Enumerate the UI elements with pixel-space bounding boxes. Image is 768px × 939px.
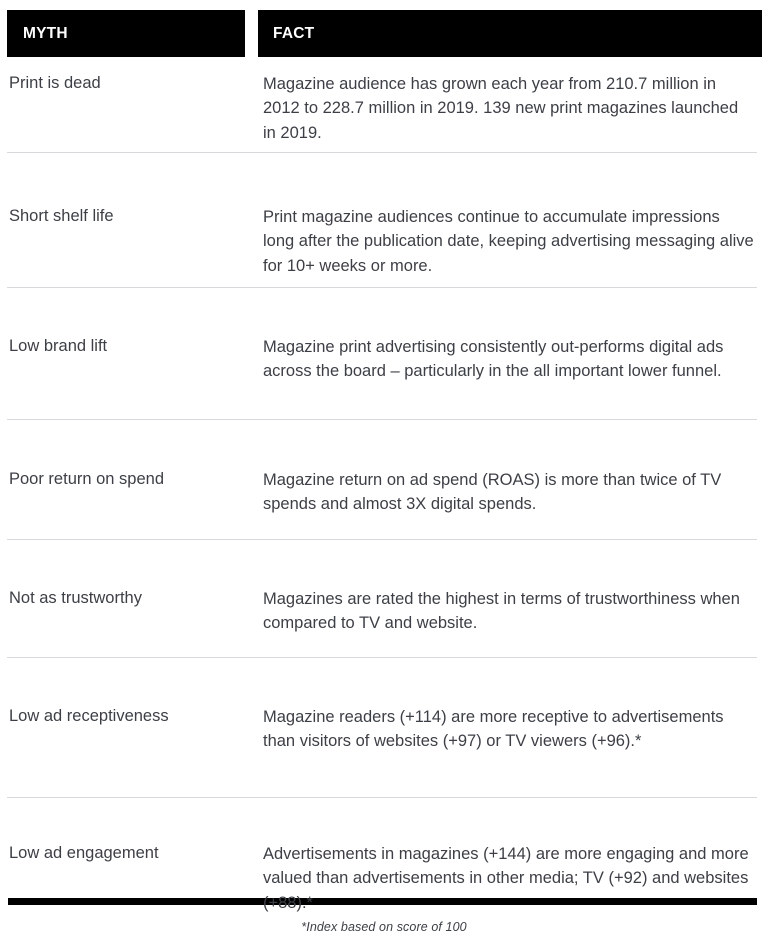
fact-text: Magazine audience has grown each year from 210.7 million in 2012 to 228.7 million in 2019. 139 new print magazines launched in 2019. xyxy=(263,75,739,142)
column-header-fact xyxy=(258,10,762,57)
fact-text: Magazine return on ad spend (ROAS) is more than twice of TV spends and almost 3X digital spends. xyxy=(263,471,722,514)
table-cell-fact xyxy=(263,587,757,636)
myth-text: Short shelf life xyxy=(9,207,114,225)
fact-text: Magazine readers (+114) are more receptive to advertisements than visitors of websites (+97) or TV viewers (+96).* xyxy=(263,708,724,751)
myth-text: Low ad receptiveness xyxy=(9,707,169,725)
table-cell-myth xyxy=(7,72,263,96)
table-cell-myth xyxy=(7,468,263,492)
table-cell-fact xyxy=(263,335,757,384)
table-row xyxy=(7,540,757,658)
table-cell-myth xyxy=(7,705,263,729)
myth-text: Poor return on spend xyxy=(9,470,165,488)
table-row xyxy=(7,420,757,540)
table-cell-fact xyxy=(263,705,757,754)
table-row xyxy=(7,798,757,912)
column-header-fact-label: FACT xyxy=(273,24,315,42)
table-row xyxy=(7,288,757,420)
table-cell-fact xyxy=(263,842,757,915)
myth-text: Low brand lift xyxy=(9,337,108,355)
column-header-myth-label: MYTH xyxy=(23,24,68,42)
myth-text: Low ad engagement xyxy=(9,844,159,862)
table-header-row xyxy=(0,0,768,57)
table-body xyxy=(0,57,768,912)
table-cell-myth xyxy=(7,842,263,866)
table-row xyxy=(7,153,757,288)
table-cell-myth xyxy=(7,205,263,229)
table-row xyxy=(7,658,757,798)
fact-text: Magazines are rated the highest in terms of trustworthiness when compared to TV and website. xyxy=(263,590,740,633)
table-row xyxy=(7,57,757,153)
table-cell-myth xyxy=(7,587,263,611)
fact-text: Print magazine audiences continue to accumulate impressions long after the publication date, keeping advertising messaging alive for 10+ weeks or more. xyxy=(263,208,754,275)
fact-text: Advertisements in magazines (+144) are more engaging and more valued than advertisements in other media; TV (+92) and websites (+88).* xyxy=(263,845,749,912)
myth-text: Not as trustworthy xyxy=(9,589,142,607)
myth-text: Print is dead xyxy=(9,74,101,92)
table-cell-fact xyxy=(263,468,757,517)
table-cell-fact xyxy=(263,205,757,278)
footnote: *Index based on score of 100 xyxy=(301,920,467,934)
fact-text: Magazine print advertising consistently out-performs digital ads across the board – particularly in the all important lower funnel. xyxy=(263,338,724,381)
column-header-myth xyxy=(7,10,245,57)
table-cell-fact xyxy=(263,72,757,145)
table-cell-myth xyxy=(7,335,263,359)
